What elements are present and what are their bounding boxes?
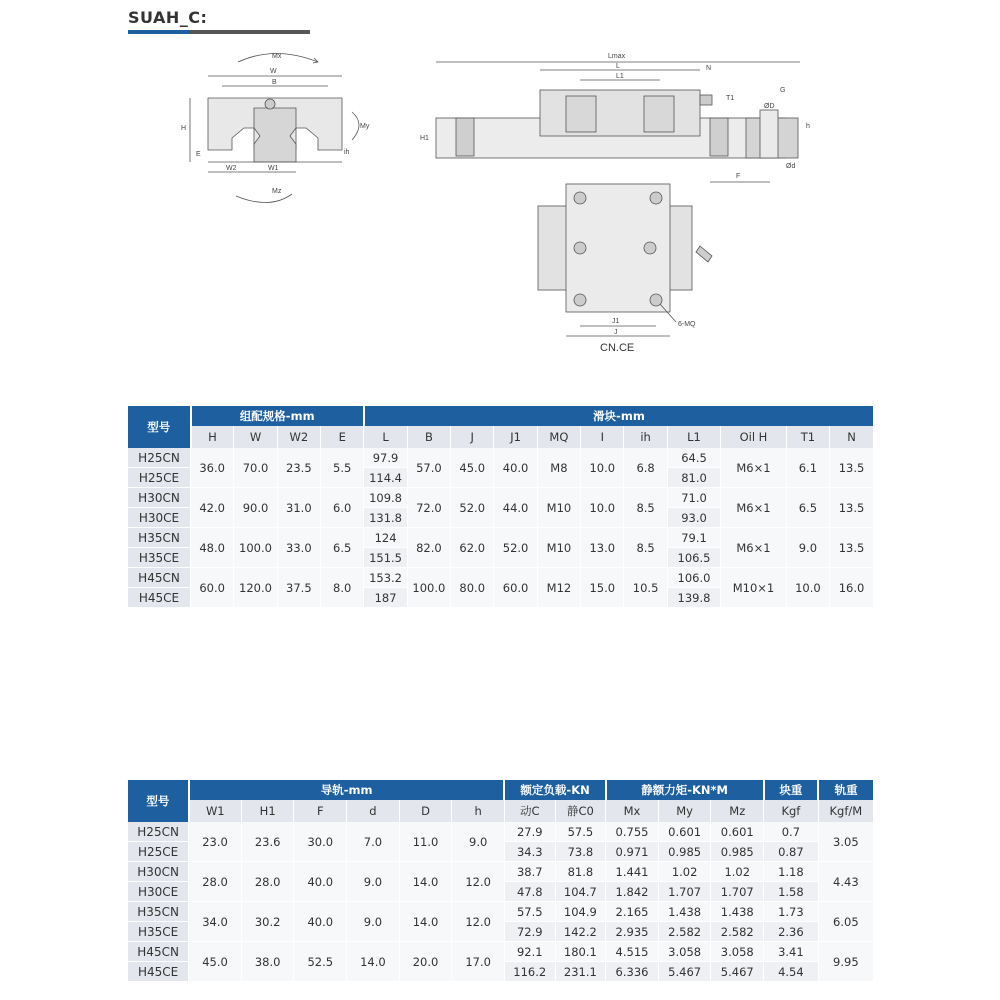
value-cell: 5.5 — [321, 448, 364, 488]
value-cell: 38.0 — [241, 942, 294, 982]
svg-text:J1: J1 — [612, 318, 620, 325]
value-cell: 7.0 — [347, 822, 400, 862]
table-row — [128, 942, 873, 962]
value-cell: 0.971 — [606, 842, 659, 862]
column-header: Mx — [606, 800, 659, 822]
value-cell: 64.5 — [667, 448, 720, 468]
svg-text:W: W — [270, 68, 277, 75]
value-cell: M6×1 — [721, 528, 787, 568]
value-cell: 16.0 — [830, 568, 873, 608]
column-header: J1 — [494, 426, 537, 448]
model-cell: H30CN — [128, 488, 191, 508]
value-cell: 14.0 — [347, 942, 400, 982]
value-cell: 116.2 — [504, 962, 555, 982]
value-cell: 23.5 — [277, 448, 320, 488]
svg-text:H1: H1 — [420, 135, 429, 142]
value-cell: 3.05 — [818, 822, 873, 862]
table-row — [128, 822, 873, 842]
value-cell: 14.0 — [399, 862, 452, 902]
model-cell: H25CE — [128, 468, 191, 488]
value-cell: 48.0 — [191, 528, 234, 568]
value-cell: 100.0 — [234, 528, 277, 568]
svg-text:Mz: Mz — [272, 188, 282, 195]
value-cell: 1.842 — [606, 882, 659, 902]
value-cell: 38.7 — [504, 862, 555, 882]
value-cell: 131.8 — [364, 508, 407, 528]
column-header: N — [830, 426, 873, 448]
value-cell: 82.0 — [407, 528, 450, 568]
value-cell: 20.0 — [399, 942, 452, 982]
value-cell: 124 — [364, 528, 407, 548]
value-cell: 28.0 — [241, 862, 294, 902]
svg-text:Lmax: Lmax — [608, 53, 626, 60]
value-cell: 2.36 — [764, 922, 819, 942]
value-cell: 106.5 — [667, 548, 720, 568]
value-cell: 180.1 — [555, 942, 606, 962]
column-header: ih — [624, 426, 667, 448]
label-mx: Mx — [272, 53, 282, 60]
value-cell: 72.0 — [407, 488, 450, 528]
value-cell: 3.058 — [711, 942, 764, 962]
value-cell: 23.0 — [189, 822, 242, 862]
value-cell: 1.707 — [711, 882, 764, 902]
value-cell: 2.582 — [658, 922, 711, 942]
view-label: CN.CE — [600, 342, 635, 354]
value-cell: 52.0 — [451, 488, 494, 528]
value-cell: 33.0 — [277, 528, 320, 568]
value-cell: M6×1 — [721, 448, 787, 488]
value-cell: 151.5 — [364, 548, 407, 568]
svg-text:6-MQ: 6-MQ — [678, 321, 696, 328]
value-cell: 1.58 — [764, 882, 819, 902]
value-cell: 4.54 — [764, 962, 819, 982]
model-cell: H45CN — [128, 942, 189, 962]
value-cell: 36.0 — [191, 448, 234, 488]
value-cell: 79.1 — [667, 528, 720, 548]
value-cell: 30.2 — [241, 902, 294, 942]
column-header: W1 — [189, 800, 242, 822]
value-cell: 13.5 — [830, 528, 873, 568]
value-cell: 9.0 — [347, 862, 400, 902]
svg-text:G: G — [780, 87, 786, 94]
value-cell: 14.0 — [399, 902, 452, 942]
value-cell: 0.985 — [711, 842, 764, 862]
value-cell: 0.7 — [764, 822, 819, 842]
value-cell: 10.5 — [624, 568, 667, 608]
value-cell: 1.438 — [658, 902, 711, 922]
value-cell: 70.0 — [234, 448, 277, 488]
model-cell: H30CE — [128, 508, 191, 528]
value-cell: M12 — [537, 568, 580, 608]
svg-text:L1: L1 — [616, 73, 624, 80]
value-cell: 187 — [364, 588, 407, 608]
model-cell: H25CE — [128, 842, 189, 862]
value-cell: 60.0 — [191, 568, 234, 608]
value-cell: 81.0 — [667, 468, 720, 488]
rail-weight-header: 轨重 — [818, 780, 873, 800]
value-cell: 13.5 — [830, 448, 873, 488]
column-header: F — [294, 800, 347, 822]
value-cell: 4.515 — [606, 942, 659, 962]
value-cell: 40.0 — [294, 902, 347, 942]
value-cell: 9.0 — [452, 822, 505, 862]
table-row — [128, 488, 873, 508]
model-cell: H25CN — [128, 822, 189, 842]
model-cell: H30CE — [128, 882, 189, 902]
value-cell: 30.0 — [294, 822, 347, 862]
value-cell: 6.1 — [786, 448, 829, 488]
svg-text:My: My — [360, 123, 370, 130]
value-cell: 23.6 — [241, 822, 294, 862]
value-cell: 12.0 — [452, 902, 505, 942]
value-cell: M10 — [537, 488, 580, 528]
value-cell: 1.73 — [764, 902, 819, 922]
value-cell: 10.0 — [581, 448, 624, 488]
value-cell: 8.5 — [624, 488, 667, 528]
column-header: H1 — [241, 800, 294, 822]
value-cell: 13.5 — [830, 488, 873, 528]
column-header: h — [452, 800, 505, 822]
block-weight-header: 块重 — [764, 780, 819, 800]
value-cell: 17.0 — [452, 942, 505, 982]
value-cell: 5.467 — [711, 962, 764, 982]
value-cell: 2.165 — [606, 902, 659, 922]
value-cell: 153.2 — [364, 568, 407, 588]
value-cell: 6.05 — [818, 902, 873, 942]
column-header: MQ — [537, 426, 580, 448]
svg-text:N: N — [706, 65, 712, 72]
model-header: 型号 — [128, 780, 189, 822]
static-moment-header: 静额力矩-KN*M — [606, 780, 764, 800]
value-cell: 52.0 — [494, 528, 537, 568]
column-header: Kgf — [764, 800, 819, 822]
value-cell: 2.582 — [711, 922, 764, 942]
column-header: W2 — [277, 426, 320, 448]
value-cell: 104.9 — [555, 902, 606, 922]
svg-text:W2: W2 — [226, 165, 237, 172]
column-header: 静C0 — [555, 800, 606, 822]
column-header: Mz — [711, 800, 764, 822]
value-cell: M10×1 — [721, 568, 787, 608]
value-cell: M8 — [537, 448, 580, 488]
column-header: I — [581, 426, 624, 448]
value-cell: 11.0 — [399, 822, 452, 862]
value-cell: 93.0 — [667, 508, 720, 528]
svg-text:W1: W1 — [268, 165, 279, 172]
value-cell: 2.935 — [606, 922, 659, 942]
value-cell: 81.8 — [555, 862, 606, 882]
technical-drawing — [180, 45, 820, 365]
value-cell: 1.02 — [658, 862, 711, 882]
column-header: Oil H — [721, 426, 787, 448]
value-cell: M6×1 — [721, 488, 787, 528]
value-cell: 12.0 — [452, 862, 505, 902]
model-cell: H25CN — [128, 448, 191, 468]
value-cell: 231.1 — [555, 962, 606, 982]
value-cell: 45.0 — [451, 448, 494, 488]
svg-text:ih: ih — [344, 149, 350, 156]
value-cell: 109.8 — [364, 488, 407, 508]
value-cell: 34.3 — [504, 842, 555, 862]
model-cell: H35CE — [128, 922, 189, 942]
value-cell: 47.8 — [504, 882, 555, 902]
model-cell: H45CE — [128, 962, 189, 982]
value-cell: 3.41 — [764, 942, 819, 962]
value-cell: 106.0 — [667, 568, 720, 588]
value-cell: 40.0 — [494, 448, 537, 488]
svg-text:h: h — [806, 123, 810, 130]
model-cell: H45CE — [128, 588, 191, 608]
value-cell: 120.0 — [234, 568, 277, 608]
rail-header: 导轨-mm — [189, 780, 505, 800]
value-cell: 139.8 — [667, 588, 720, 608]
value-cell: 34.0 — [189, 902, 242, 942]
model-cell: H35CN — [128, 902, 189, 922]
svg-text:H: H — [181, 125, 187, 132]
value-cell: 9.0 — [786, 528, 829, 568]
front-view — [181, 53, 370, 203]
value-cell: 52.5 — [294, 942, 347, 982]
column-header: D — [399, 800, 452, 822]
value-cell: 142.2 — [555, 922, 606, 942]
column-header: B — [407, 426, 450, 448]
svg-text:F: F — [736, 173, 741, 180]
page-title: SUAH_C: — [128, 8, 208, 27]
value-cell: 57.5 — [504, 902, 555, 922]
model-header: 型号 — [128, 406, 191, 448]
value-cell: 1.441 — [606, 862, 659, 882]
value-cell: 62.0 — [451, 528, 494, 568]
value-cell: 28.0 — [189, 862, 242, 902]
svg-text:L: L — [616, 63, 620, 70]
slider-spec-table — [128, 406, 873, 608]
value-cell: 0.601 — [658, 822, 711, 842]
value-cell: 72.9 — [504, 922, 555, 942]
value-cell: 57.5 — [555, 822, 606, 842]
value-cell: 73.8 — [555, 842, 606, 862]
value-cell: 4.43 — [818, 862, 873, 902]
column-header: 动C — [504, 800, 555, 822]
value-cell: 0.87 — [764, 842, 819, 862]
value-cell: 6.0 — [321, 488, 364, 528]
svg-text:E: E — [196, 151, 201, 158]
column-header: My — [658, 800, 711, 822]
value-cell: 6.8 — [624, 448, 667, 488]
svg-text:Ød: Ød — [786, 163, 796, 170]
column-header: W — [234, 426, 277, 448]
table-row — [128, 568, 873, 588]
value-cell: 15.0 — [581, 568, 624, 608]
slider-header: 滑块-mm — [364, 406, 873, 426]
value-cell: 57.0 — [407, 448, 450, 488]
column-header: L1 — [667, 426, 720, 448]
value-cell: 42.0 — [191, 488, 234, 528]
value-cell: 114.4 — [364, 468, 407, 488]
value-cell: 90.0 — [234, 488, 277, 528]
svg-text:ØD: ØD — [764, 103, 775, 110]
rail-load-table — [128, 780, 873, 982]
value-cell: 92.1 — [504, 942, 555, 962]
value-cell: 9.95 — [818, 942, 873, 982]
value-cell: 71.0 — [667, 488, 720, 508]
model-cell: H35CE — [128, 548, 191, 568]
title-underline — [128, 30, 310, 34]
column-header: J — [451, 426, 494, 448]
table-row — [128, 862, 873, 882]
svg-text:J: J — [614, 329, 618, 336]
value-cell: 97.9 — [364, 448, 407, 468]
side-view — [420, 53, 810, 182]
model-cell: H30CN — [128, 862, 189, 882]
value-cell: 44.0 — [494, 488, 537, 528]
value-cell: 37.5 — [277, 568, 320, 608]
value-cell: 1.438 — [711, 902, 764, 922]
table-row — [128, 448, 873, 468]
column-header: L — [364, 426, 407, 448]
value-cell: 27.9 — [504, 822, 555, 842]
value-cell: 5.467 — [658, 962, 711, 982]
value-cell: 40.0 — [294, 862, 347, 902]
top-view — [538, 184, 712, 354]
table-row — [128, 902, 873, 922]
value-cell: 10.0 — [581, 488, 624, 528]
value-cell: 3.058 — [658, 942, 711, 962]
value-cell: 9.0 — [347, 902, 400, 942]
value-cell: 10.0 — [786, 568, 829, 608]
column-header: E — [321, 426, 364, 448]
value-cell: 60.0 — [494, 568, 537, 608]
svg-text:T1: T1 — [726, 95, 735, 102]
column-header: T1 — [786, 426, 829, 448]
value-cell: 8.0 — [321, 568, 364, 608]
value-cell: 13.0 — [581, 528, 624, 568]
value-cell: 1.18 — [764, 862, 819, 882]
model-cell: H35CN — [128, 528, 191, 548]
value-cell: 45.0 — [189, 942, 242, 982]
rated-load-header: 额定负载-KN — [504, 780, 605, 800]
value-cell: 80.0 — [451, 568, 494, 608]
value-cell: 6.5 — [321, 528, 364, 568]
value-cell: 0.601 — [711, 822, 764, 842]
value-cell: 0.985 — [658, 842, 711, 862]
value-cell: 6.5 — [786, 488, 829, 528]
table-row — [128, 528, 873, 548]
column-header: Kgf/M — [818, 800, 873, 822]
svg-text:B: B — [272, 79, 277, 86]
model-cell: H45CN — [128, 568, 191, 588]
column-header: H — [191, 426, 234, 448]
value-cell: 100.0 — [407, 568, 450, 608]
value-cell: 31.0 — [277, 488, 320, 528]
assembly-header: 组配规格-mm — [191, 406, 364, 426]
value-cell: 104.7 — [555, 882, 606, 902]
column-header: d — [347, 800, 400, 822]
value-cell: 6.336 — [606, 962, 659, 982]
value-cell: 1.707 — [658, 882, 711, 902]
value-cell: 1.02 — [711, 862, 764, 882]
value-cell: 8.5 — [624, 528, 667, 568]
value-cell: M10 — [537, 528, 580, 568]
value-cell: 0.755 — [606, 822, 659, 842]
